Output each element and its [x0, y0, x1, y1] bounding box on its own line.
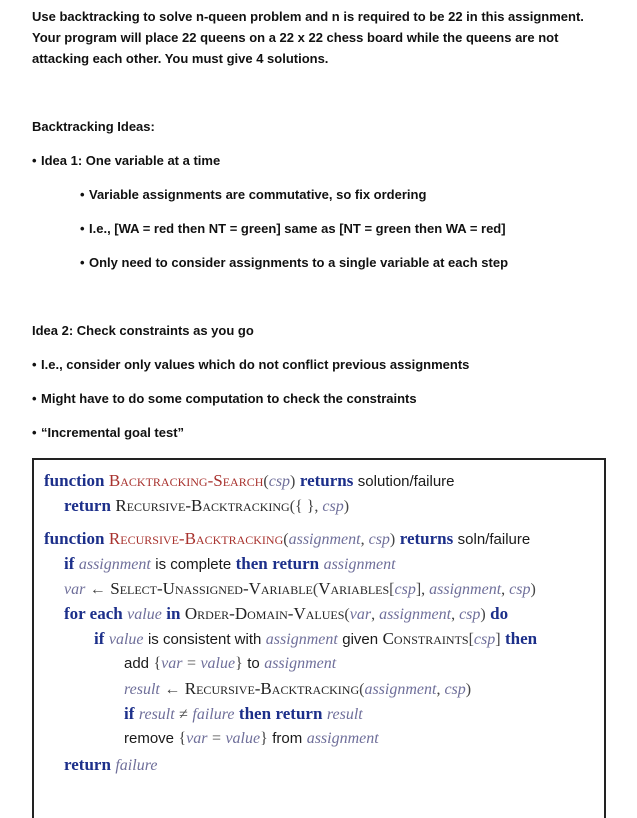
- pseudocode-line: function Recursive-Backtracking(assignment, csp) returns soln/failure: [44, 529, 531, 548]
- keyword: return: [275, 704, 323, 723]
- variable: csp: [444, 681, 466, 698]
- variable: value: [225, 730, 261, 747]
- keyword: do: [490, 604, 509, 623]
- variable: csp: [459, 606, 481, 623]
- keyword: returns: [399, 529, 454, 548]
- variable: assignment: [306, 730, 379, 747]
- keyword: return: [272, 554, 320, 573]
- pseudocode-line: result ← Recursive-Backtracking(assignment, csp): [124, 679, 472, 698]
- variable: var: [349, 606, 372, 623]
- idea2-point: • “Incremental goal test”: [32, 422, 184, 443]
- arrow-symbol: ←: [164, 681, 181, 698]
- keyword: returns: [299, 471, 354, 490]
- variable: result: [124, 681, 160, 698]
- idea1-label: • Idea 1: One variable at a time: [32, 150, 220, 171]
- equals-symbol: =: [186, 655, 196, 672]
- variable: assignment: [78, 556, 151, 573]
- keyword: then: [235, 554, 268, 573]
- variable: csp: [322, 498, 344, 515]
- variable: csp: [473, 631, 496, 648]
- variable: assignment: [429, 581, 502, 598]
- pseudocode-line: for each value in Order-Domain-Values(var, assignment, csp) do: [64, 604, 509, 623]
- pseudocode-line: [64, 754, 157, 777]
- idea2-point: • Might have to do some computation to check the constraints: [32, 388, 417, 409]
- variable: failure: [115, 757, 158, 774]
- function-name: Recursive-Backtracking: [115, 496, 290, 515]
- keyword: return: [64, 496, 111, 515]
- keyword: function: [44, 529, 105, 548]
- not-equal-symbol: ≠: [179, 706, 188, 723]
- keyword: function: [44, 471, 105, 490]
- return-type: solution/failure: [357, 473, 455, 490]
- keyword: if: [94, 629, 105, 648]
- plain-text: is consistent with: [147, 631, 262, 648]
- pseudocode-line: [64, 553, 396, 576]
- variable: var: [64, 581, 86, 598]
- variable: result: [326, 706, 363, 723]
- plain-text: remove: [124, 730, 175, 747]
- pseudocode-figure: [32, 458, 606, 818]
- variable: csp: [509, 581, 531, 598]
- variable: result: [138, 706, 175, 723]
- plain-text: from: [272, 730, 303, 747]
- variable: var: [186, 730, 208, 747]
- function-name: Backtracking-Search: [108, 471, 264, 490]
- plain-text: to: [247, 655, 260, 672]
- keyword: in: [166, 604, 181, 623]
- function-name: Constraints: [382, 629, 469, 648]
- pseudocode-line: add {var = value} to assignment: [124, 655, 337, 672]
- variable: failure: [192, 706, 235, 723]
- keyword: if: [64, 554, 75, 573]
- variable: var: [161, 655, 183, 672]
- pseudocode-line: remove {var = value} from assignment: [124, 730, 379, 747]
- ideas-heading: Backtracking Ideas:: [32, 119, 155, 134]
- intro-line-3: attacking each other. You must give 4 solutions.: [32, 51, 329, 66]
- variable: csp: [394, 581, 416, 598]
- function-name: Recursive-Backtracking: [184, 679, 360, 698]
- variable: assignment: [264, 655, 337, 672]
- pseudocode-line: var ← Select-Unassigned-Variable(Variables[csp], assignment, csp): [64, 579, 536, 598]
- plain-text: add: [124, 655, 150, 672]
- variable: csp: [268, 473, 291, 490]
- function-name: Select-Unassigned-Variable: [110, 579, 313, 598]
- pseudocode-line: return Recursive-Backtracking({ }, csp): [64, 496, 350, 515]
- variable: assignment: [323, 556, 396, 573]
- equals-symbol: =: [211, 730, 221, 747]
- return-type: soln/failure: [457, 531, 531, 548]
- function-name: Order-Domain-Values: [184, 604, 345, 623]
- variable: assignment: [364, 681, 437, 698]
- empty-set: { }: [295, 498, 315, 515]
- variable: value: [127, 606, 162, 623]
- variable: csp: [368, 531, 390, 548]
- arrow-symbol: ←: [89, 581, 106, 598]
- keyword: if: [124, 704, 135, 723]
- variable: assignment: [379, 606, 452, 623]
- plain-text: is complete: [155, 556, 232, 573]
- variable: assignment: [265, 631, 338, 648]
- intro-line-1: Use backtracking to solve n-queen problem and n is required to be 22 in this assignment.: [32, 9, 584, 24]
- keyword: return: [64, 755, 111, 774]
- function-name: Variables: [318, 579, 390, 598]
- variable: assignment: [288, 531, 361, 548]
- idea1-subpoint: • Only need to consider assignments to a single variable at each step: [80, 252, 508, 273]
- variable: value: [200, 655, 236, 672]
- idea2-label: Idea 2: Check constraints as you go: [32, 323, 254, 338]
- variable: value: [108, 631, 144, 648]
- function-name: Recursive-Backtracking: [108, 529, 284, 548]
- pseudocode-line: [124, 703, 363, 726]
- keyword: for each: [64, 604, 123, 623]
- intro-line-2: Your program will place 22 queens on a 22 x 22 chess board while the queens are not: [32, 30, 559, 45]
- keyword: then: [505, 629, 538, 648]
- idea2-point: • I.e., consider only values which do not conflict previous assignments: [32, 354, 469, 375]
- keyword: then: [238, 704, 272, 723]
- idea1-subpoint: • Variable assignments are commutative, so fix ordering: [80, 184, 426, 205]
- idea1-subpoint: • I.e., [WA = red then NT = green] same as [NT = green then WA = red]: [80, 218, 506, 239]
- pseudocode-line: function Backtracking-Search(csp) returns solution/failure: [44, 471, 455, 490]
- plain-text: given: [342, 631, 379, 648]
- pseudocode-line: if value is consistent with assignment given Constraints[csp] then: [94, 629, 538, 648]
